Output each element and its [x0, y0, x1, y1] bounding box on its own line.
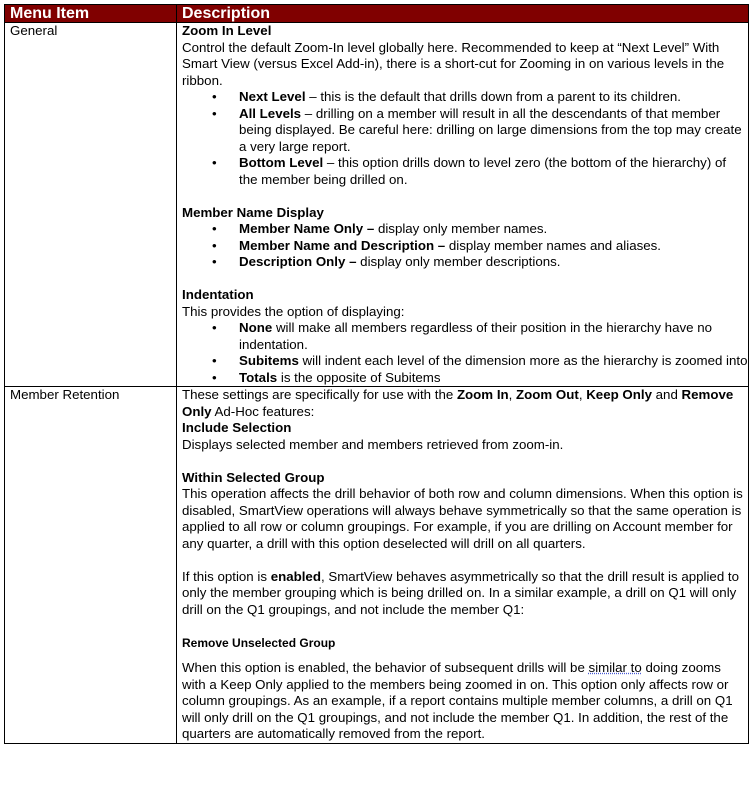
- list-text: will indent each level of the dimension more as the hierarchy is zoomed into: [298, 353, 748, 368]
- term-remove-only: Remove Only: [182, 387, 734, 419]
- spacer: [182, 552, 748, 569]
- list-item: [212, 106, 748, 156]
- list-item: [212, 320, 748, 353]
- menu-item-general: General: [5, 23, 177, 387]
- header-description: Description: [177, 5, 749, 23]
- list-text: will make all members regardless of their position in the hierarchy have no indentation.: [239, 320, 712, 352]
- list-text: display member names and aliases.: [445, 237, 661, 253]
- description-general: [177, 23, 749, 387]
- list-text: – drilling on a member will result in all the descendants of that member being displayed. Be careful here: drilling on large dimensions from the top may create a very large report.: [239, 105, 742, 154]
- list-item: [212, 370, 748, 387]
- text-run: , SmartView behaves asymmetrically so that the drill result is applied to only the member grouping which is being drilled on. In a similar example, a drill on Q1 will only drill on the Q1 groupings, and not include the member Q1:: [182, 568, 739, 617]
- spacer: [182, 188, 748, 205]
- zoom-in-list: [182, 89, 748, 188]
- list-item: [212, 353, 748, 370]
- text-run: When this option is enabled, the behavior of subsequent drills will be: [182, 660, 589, 675]
- header-menu-item: Menu Item: [5, 5, 177, 23]
- bullet-icon: •: [212, 237, 217, 253]
- list-item: [212, 254, 748, 271]
- bullet-icon: •: [212, 254, 217, 269]
- include-selection-heading: Include Selection: [182, 420, 292, 435]
- enabled-paragraph: [182, 569, 748, 619]
- include-selection-text: Displays selected member and members retrieved from zoom-in.: [182, 436, 564, 452]
- list-item: [212, 238, 748, 255]
- bullet-icon: •: [212, 353, 217, 368]
- within-selected-group-text: This operation affects the drill behavior of both row and column dimensions. When this option is disabled, SmartView operations will always behave symmetrically so that the same operation is applied to all row or column groupings. For example, if you are drilling on Account member for any quarter, a drill with this option deselected will drill on all quarters.: [182, 486, 743, 551]
- list-term: Next Level: [239, 89, 306, 104]
- text-run: These settings are specifically for use with the: [182, 387, 457, 402]
- remove-unselected-group-heading: Remove Unselected Group: [182, 635, 336, 650]
- term-enabled: enabled: [270, 568, 321, 584]
- list-term: Description Only –: [239, 254, 357, 269]
- list-term: Totals: [239, 369, 278, 385]
- bullet-icon: •: [212, 105, 217, 121]
- list-item: [212, 89, 748, 106]
- member-name-list: [182, 221, 748, 271]
- retention-intro: [182, 387, 748, 420]
- list-item: [212, 221, 748, 238]
- text-run: and: [651, 387, 682, 402]
- settings-table: [4, 4, 749, 744]
- spacer: [182, 453, 748, 470]
- term-zoom-in: Zoom In: [456, 387, 509, 402]
- spellcheck-underline: similar to: [588, 660, 642, 675]
- zoom-in-intro: Control the default Zoom-In level globally here. Recommended to keep at “Next Level” With Smart View (versus Excel Add-in), there is a short-cut for Zooming in on various levels in the ribbon.: [182, 39, 725, 88]
- menu-item-member-retention: Member Retention: [5, 387, 177, 744]
- list-term: None: [239, 320, 273, 335]
- text-run: ,: [578, 387, 587, 402]
- list-item: [212, 155, 748, 188]
- description-member-retention: [177, 387, 749, 744]
- list-text: – this is the default that drills down from a parent to its children.: [305, 89, 681, 104]
- indentation-heading: Indentation: [182, 287, 254, 302]
- indentation-list: [182, 320, 748, 386]
- list-term: Member Name Only –: [239, 221, 375, 236]
- table-row-member-retention: [5, 387, 749, 744]
- bullet-icon: •: [212, 320, 217, 335]
- list-text: is the opposite of Subitems: [277, 369, 441, 385]
- within-selected-group-heading: Within Selected Group: [182, 469, 325, 485]
- spacer: [182, 271, 748, 288]
- list-term: Bottom Level: [239, 155, 324, 170]
- text-run: doing zooms with a Keep Only applied to the members being zoomed in on. This option only affects row or column groupings. As an example, if a report contains multiple member columns, a drill on Q1 will only drill on the Q1 groupings, and not include the member Q1. In addition, the rest of the quarters are automatically removed from the report.: [182, 660, 733, 741]
- term-keep-only: Keep Only: [586, 387, 652, 402]
- list-term: All Levels: [239, 105, 302, 121]
- bullet-icon: •: [212, 89, 217, 104]
- indentation-intro: This provides the option of displaying:: [182, 303, 405, 319]
- spacer: [182, 618, 748, 635]
- list-term: Subitems: [239, 353, 299, 368]
- member-name-display-heading: Member Name Display: [182, 204, 324, 220]
- table-row-general: [5, 23, 749, 387]
- list-text: display only member names.: [374, 221, 548, 236]
- text-run: ,: [508, 387, 517, 402]
- remove-unselected-group-text: [182, 660, 748, 743]
- zoom-in-level-heading: Zoom In Level: [182, 23, 272, 38]
- term-zoom-out: Zoom Out: [516, 387, 579, 402]
- bullet-icon: •: [212, 155, 217, 170]
- bullet-icon: •: [212, 369, 217, 385]
- list-text: – this option drills down to level zero (the bottom of the hierarchy) of the member being drilled on.: [239, 155, 727, 187]
- bullet-icon: •: [212, 221, 217, 236]
- list-term: Member Name and Description –: [239, 237, 446, 253]
- list-text: display only member descriptions.: [356, 254, 561, 269]
- table-header-row: [5, 5, 749, 23]
- text-run: If this option is: [182, 568, 271, 584]
- spacer: [182, 651, 748, 660]
- text-run: Ad-Hoc features:: [211, 403, 315, 419]
